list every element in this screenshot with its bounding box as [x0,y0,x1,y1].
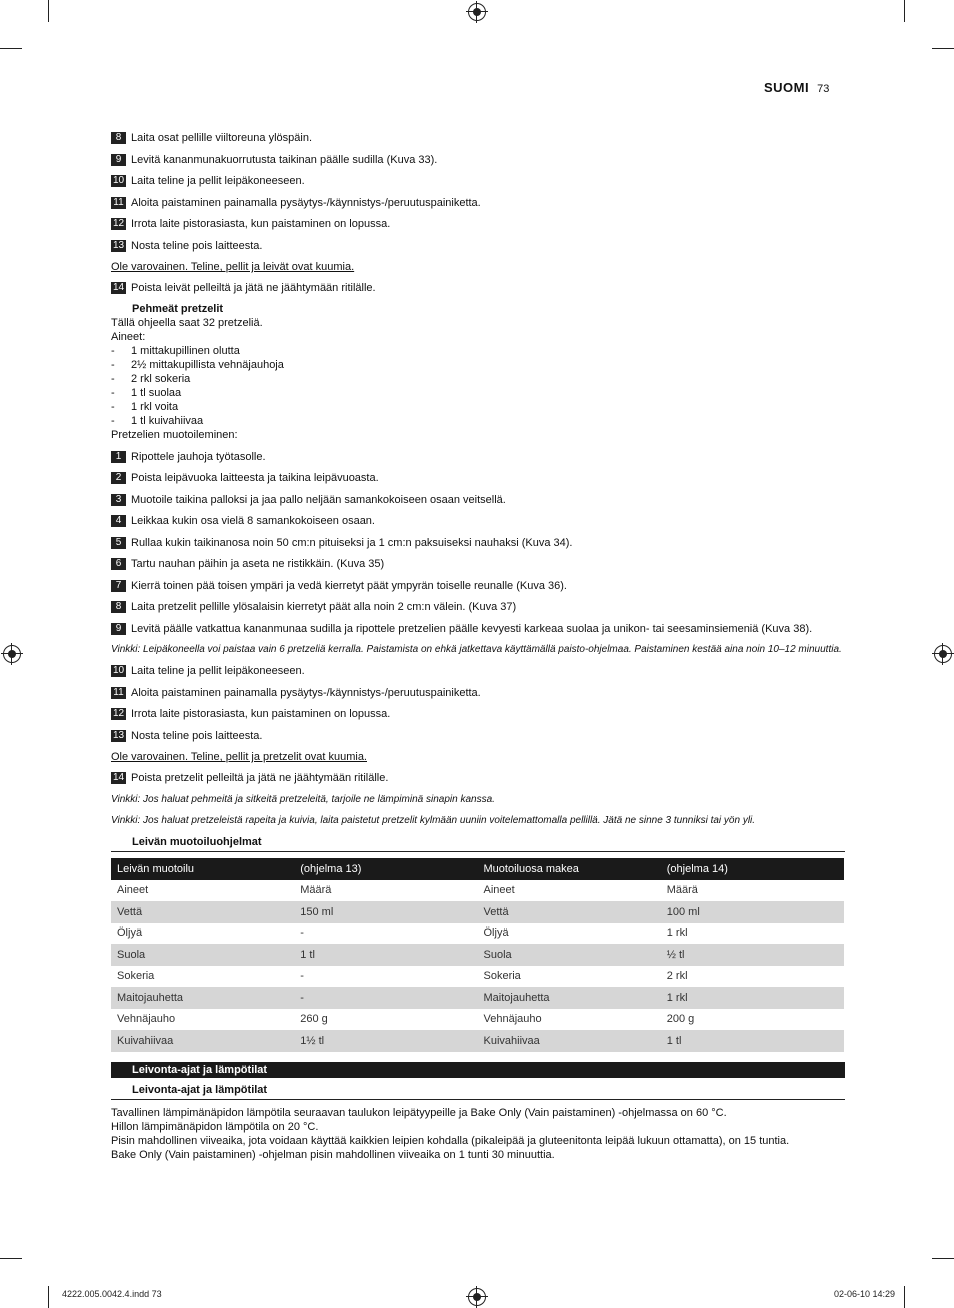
table-cell: Öljyä [117,927,143,940]
table-cell: Öljyä [483,927,509,940]
recipe-title: Pehmeät pretzelit [132,302,224,315]
table-cell: Sokeria [117,970,155,983]
step-item [111,153,845,167]
step-number: 10 [112,175,125,186]
step-text: Irrota laite pistorasiasta, kun paistaminen on lopussa. [131,218,391,230]
ingredients-label: Aineet: [111,330,146,343]
list-dash: - [111,400,115,413]
table-cell: Määrä [666,884,698,897]
step-list [111,771,845,785]
ingredient-text: 2½ mittakupillista vehnäjauhoja [131,358,284,371]
table-cell: 1½ tl [294,1030,477,1052]
step-item [111,131,845,145]
ingredient-item [111,344,845,358]
ingredient-item [111,400,845,414]
step-number: 11 [111,197,126,209]
step-number: 2 [111,472,126,484]
step-number: 14 [112,772,125,783]
body-line: Bake Only (Vain paistaminen) -ohjelman pisin mahdollinen viiveaika on 1 tunti 30 minuuttia. [111,1148,555,1161]
table-row [111,1009,844,1031]
table-cell: Maitojauhetta [111,987,294,1009]
step-text: Aloita paistaminen painamalla pysäytys-/käynnistys-/peruutuspainiketta. [131,686,481,699]
step-text: Nosta teline pois laitteesta. [131,239,263,252]
step-text: Nosta teline pois laitteesta. [131,729,263,742]
section-bar: Leivonta-ajat ja lämpötilat [111,1062,845,1078]
table-title: Leivän muotoiluohjelmat [111,835,845,852]
section-title: Leivonta-ajat ja lämpötilat [111,1083,845,1100]
step-item [111,281,845,295]
body-line: Tavallinen lämpimänäpidon lämpötila seuraavan taulukon leipätyypeille ja Bake Only (Vain paistaminen) -ohjelmassa on 60 °C. [111,1106,727,1119]
table-cell: Vettä [111,901,294,923]
step-number: 5 [111,537,126,549]
table-cell: Aineet [117,884,149,897]
step-item [111,557,845,571]
step-number: 9 [111,154,126,166]
crop-mark [904,0,905,22]
table-cell: 200 g [666,1013,695,1026]
step-text: Poista leipävuoka laitteesta ja taikina leipävuoasta. [131,472,379,484]
step-number: 13 [112,239,125,251]
step-text: Kierrä toinen pää toisen ympäri ja vedä kierretyt päät ympyrän toiselle reunalle (Kuva 36). [131,579,567,592]
list-dash: - [111,358,115,371]
step-number: 14 [112,282,125,293]
ingredient-text: 2 rkl sokeria [131,372,191,385]
step-item [111,600,845,614]
step-number: 12 [112,708,125,719]
table-cell: Määrä [300,884,332,897]
warning-text: Ole varovainen. Teline, pellit ja leivät ovat kuumia. [111,261,355,273]
step-text: Laita teline ja pellit leipäkoneeseen. [131,665,305,677]
table-cell: Vehnäjauho [117,1013,176,1026]
step-text: Ripottele jauhoja työtasolle. [131,450,266,463]
step-item [111,622,845,636]
table-row [111,966,844,988]
crop-mark [0,48,22,49]
list-dash: - [111,372,115,385]
ingredient-item [111,386,845,400]
registration-mark-icon [934,645,952,663]
list-dash: - [111,344,115,357]
body-line: Hillon lämpimänäpidon lämpötila on 20 °C. [111,1120,319,1133]
step-item [111,536,845,550]
step-list [111,131,845,253]
language-label: SUOMI [764,80,810,95]
step-text: Rullaa kukin taikinanosa noin 50 cm:n pituiseksi ja 1 cm:n paksuiseksi nauhaksi (Kuva 34). [131,536,573,549]
table-cell: 2 rkl [666,970,688,983]
table-cell: 100 ml [661,901,844,923]
footer-date: 02-06-10 14:29 [834,1289,896,1299]
step-number: 12 [112,218,125,229]
step-number: 7 [111,580,126,592]
ingredient-text: 1 mittakupillinen olutta [131,344,240,357]
table-row [111,901,844,923]
table-row [111,923,844,945]
table-cell: 1 rkl [666,927,688,940]
crop-mark [48,0,49,22]
step-item [111,196,845,210]
list-dash: - [111,414,115,427]
step-text: Laita teline ja pellit leipäkoneeseen. [131,175,305,187]
page-content [111,131,845,1162]
body-text [111,1106,845,1162]
step-number: 9 [111,623,126,635]
registration-mark-icon [468,1288,486,1306]
recipe-yield: Tällä ohjeella saat 32 pretzeliä. [111,316,263,329]
step-number: 1 [111,451,126,463]
step-list [111,450,845,636]
step-text: Muotoile taikina palloksi ja jaa pallo neljään samankokoiseen osaan veitsellä. [131,493,506,506]
step-list [111,281,845,295]
table-cell: 150 ml [294,901,477,923]
step-text: Laita osat pellille viiltoreuna ylöspäin. [131,132,312,144]
step-item [111,239,845,253]
list-dash: - [111,386,115,399]
step-item [111,686,845,700]
tip-text: Vinkki: Jos haluat pretzeleistä rapeita ja kuivia, laita paistetut pretzelit kylmään uuniin voitelemattomalla pellillä. Jätä ne sinne 3 tunniksi tai yön yli. [111,814,756,826]
step-item [111,217,845,231]
ingredient-list [111,344,845,428]
table-header-cell: (ohjelma 13) [294,858,477,880]
step-number: 6 [111,558,126,570]
step-item [111,174,845,188]
step-number: 8 [111,132,126,144]
page-number: 73 [817,83,830,95]
ingredient-item [111,414,845,428]
table-cell: ½ tl [661,944,844,966]
table-header-cell: Leivän muotoilu [111,858,294,880]
tip-text: Vinkki: Leipäkoneella voi paistaa vain 6 pretzeliä kerralla. Paistamista on ehkä jatkettava käyttämällä paisto-ohjelmaa. Paistaminen kestää aina noin 10–12 minuuttia. [111,644,842,655]
crop-mark [932,48,954,49]
table-cell: 1 rkl [661,987,844,1009]
step-item [111,514,845,528]
table-cell: Kuivahiivaa [111,1030,294,1052]
table-cell: - [294,987,477,1009]
step-text: Irrota laite pistorasiasta, kun paistaminen on lopussa. [131,708,391,720]
table-cell: Vettä [478,901,661,923]
step-text: Tartu nauhan päihin ja aseta ne ristikkäin. (Kuva 35) [131,558,385,570]
registration-mark-icon [3,645,21,663]
table-cell: Suola [111,944,294,966]
ingredient-item [111,372,845,386]
crop-mark [904,1286,905,1308]
step-text: Leikkaa kukin osa vielä 8 samankokoiseen osaan. [131,515,375,527]
table-cell: - [300,970,304,983]
table-row [111,1030,844,1052]
step-number: 11 [111,687,126,699]
table-cell: 1 tl [661,1030,844,1052]
table-cell: Vehnäjauho [483,1013,542,1026]
table-cell: Maitojauhetta [478,987,661,1009]
table-cell: - [300,927,304,940]
crop-mark [48,1286,49,1308]
table-row [111,987,844,1009]
footer-file: 4222.005.0042.4.indd 73 [62,1289,162,1299]
step-number: 4 [111,515,126,527]
step-item [111,664,845,678]
step-number: 3 [111,494,126,506]
step-item [111,729,845,743]
ingredient-text: 1 rkl voita [131,400,179,413]
table-header-cell: (ohjelma 14) [661,858,844,880]
step-list [111,664,845,743]
step-number: 10 [112,665,125,676]
table-cell: Aineet [483,884,515,897]
table-header-cell: Muotoiluosa makea [478,858,661,880]
table-cell: Kuivahiivaa [478,1030,661,1052]
step-text: Laita pretzelit pellille ylösalaisin kierretyt päät alla noin 2 cm:n välein. (Kuva 37) [131,601,517,613]
step-text: Poista leivät pelleiltä ja jätä ne jäähtymään ritilälle. [131,282,376,294]
shaping-label: Pretzelien muotoileminen: [111,428,238,441]
ingredient-text: 1 tl kuivahiivaa [131,414,204,427]
step-item [111,493,845,507]
step-item [111,450,845,464]
registration-mark-icon [468,3,486,21]
table-header-row [111,858,844,880]
body-line: Pisin mahdollinen viiveaika, jota voidaan käyttää kaikkien leipien kohdalla (pikaleipää ja gluteenitonta leipää lukuun ottamatta), on 15 tuntia. [111,1134,790,1147]
table-row [111,880,844,902]
shaping-programs-table [111,858,844,1052]
page-header [764,80,829,95]
step-text: Poista pretzelit pelleiltä ja jätä ne jäähtymään ritilälle. [131,772,389,784]
step-item [111,471,845,485]
step-number: 13 [112,729,125,741]
crop-mark [0,1258,22,1259]
table-cell: 260 g [300,1013,328,1026]
tip-text: Vinkki: Jos haluat pehmeitä ja sitkeitä pretzeleitä, tarjoile ne lämpiminä sinapin kanssa. [111,793,495,805]
step-text: Aloita paistaminen painamalla pysäytys-/käynnistys-/peruutuspainiketta. [131,196,481,209]
step-text: Levitä päälle vatkattua kananmunaa sudilla ja ripottele pretzelien päälle kevyesti karkeaa suolaa ja unikon- tai seesaminsiemeniä (Kuva 38). [131,622,813,635]
table-cell: Suola [478,944,661,966]
table-cell: 1 tl [294,944,477,966]
warning-text: Ole varovainen. Teline, pellit ja pretzelit ovat kuumia. [111,751,367,763]
crop-mark [932,1258,954,1259]
table-cell: Sokeria [483,970,521,983]
step-item [111,771,845,785]
step-item [111,579,845,593]
step-item [111,707,845,721]
ingredient-item [111,358,845,372]
ingredient-text: 1 tl suolaa [131,386,182,399]
step-number: 8 [111,601,126,613]
table-row [111,944,844,966]
step-text: Levitä kananmunakuorrutusta taikinan päälle sudilla (Kuva 33). [131,153,438,166]
